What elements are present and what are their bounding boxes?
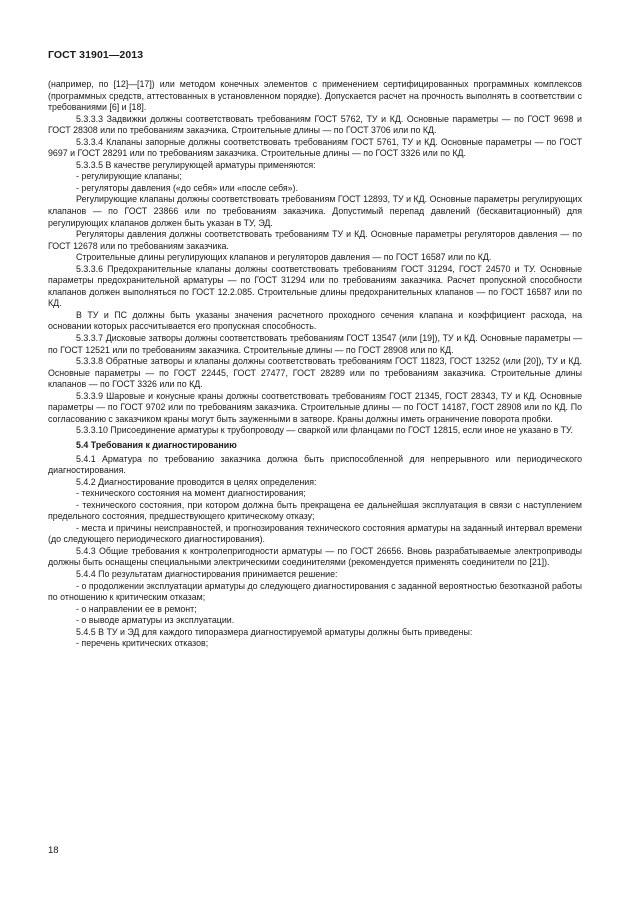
paragraph: Строительные длины регулирующих клапанов и регуляторов давления — по ГОСТ 16587 или по КД.	[76, 252, 492, 263]
paragraph: Регулирующие клапаны должны соответствовать требованиям ГОСТ 12893, ТУ и КД. Основные параметры регулирующих клапанов — по ГОСТ 23866 или по требованиям заказчика. Допустимый перепад давлений (бескавитационный) для регулирующих клапанов должен быть указан в ТУ, ЭД.	[48, 194, 582, 228]
paragraph: - перечень критических отказов;	[76, 638, 209, 649]
paragraph: 5.3.3.4 Клапаны запорные должны соответствовать требованиям ГОСТ 5761, ТУ и КД. Основные параметры — по ГОСТ 9697 и ГОСТ 28291 или по требованиям заказчика. Строительные длины — по ГОСТ 3326 или по КД.	[48, 136, 582, 159]
paragraph: 5.3.3.9 Шаровые и конусные краны должны соответствовать требованиям ГОСТ 21345, ГОСТ 28343, ТУ и КД. Основные параметры — по ГОСТ 9702 или по требованиям заказчика. Строительные длины — по ГОСТ 14187, ГОСТ 28908 или по КД. По согласованию с заказчиком краны могут быть зауженными в затворе. Краны должны иметь ограничение поворота пробки.	[48, 390, 582, 424]
paragraph: - регуляторы давления («до себя» или «после себя»).	[76, 182, 298, 193]
paragraph: В ТУ и ПС должны быть указаны значения расчетного проходного сечения клапана и коэффициент расхода, на основании которых рассчитывается его пропускная способность.	[48, 309, 582, 332]
paragraph: 5.3.3.7 Дисковые затворы должны соответствовать требованиям ГОСТ 13547 (или [19]), ТУ и КД. Основные параметры — по ГОСТ 12521 или по требованиям заказчика. Строительные длины — по ГОСТ 28908 или по КД.	[48, 333, 582, 355]
document-body	[48, 79, 582, 650]
paragraph: 5.3.3.5 В качестве регулирующей арматуры применяются:	[76, 159, 316, 170]
paragraph: - о продолжении эксплуатации арматуры до следующего диагностирования с заданной вероятностью безотказной работы по отношению к критическим отказам;	[48, 580, 582, 603]
paragraph: 5.4.1 Арматура по требованию заказчика должна быть приспособленной для непрерывного или периодического диагностирования.	[48, 453, 582, 476]
paragraph: 5.4.5 В ТУ и ЭД для каждого типоразмера диагностируемой арматуры должны быть приведены:	[76, 626, 473, 637]
paragraph: 5.4.4 По результатам диагностирования принимается решение:	[76, 568, 338, 579]
paragraph: - регулирующие клапаны;	[76, 171, 182, 182]
paragraph: - о выводе арматуры из эксплуатации.	[76, 615, 235, 626]
paragraph: - технического состояния, при котором должна быть прекращена ее дальнейшая эксплуатация в связи с наступлением предельного состояния, предшествующего критическому отказу;	[48, 499, 582, 522]
paragraph: 5.3.3.8 Обратные затворы и клапаны должны соответствовать требованиям ГОСТ 11823, ГОСТ 13252 (или [20]), ТУ и КД. Основные параметры — по ГОСТ 22445, ГОСТ 27477, ГОСТ 28289 или по требованиям заказчика. Строительные длины клапанов — по ГОСТ 3326 или по КД.	[48, 356, 582, 390]
paragraph: (например, по [12]—[17]) или методом конечных элементов с применением сертифицированных программных комплексов (программных средств, аттестованных в установленном порядке). Допускается расчет на прочность выполнять в соответствии с требованиями [6] и [18].	[48, 79, 582, 113]
paragraph: 5.3.3.10 Присоединение арматуры к трубопроводу — сваркой или фланцами по ГОСТ 12815, если иное не указано в ТУ.	[76, 425, 573, 436]
paragraph: - о направлении ее в ремонт;	[76, 603, 197, 614]
paragraph: Регуляторы давления должны соответствовать требованиям ТУ и КД. Основные параметры регуляторов давления — по ГОСТ 12678 или по требованиям заказчика.	[48, 229, 582, 251]
page-number: 18	[48, 845, 59, 856]
paragraph: 5.4.2 Диагностирование проводится в целях определения:	[76, 476, 317, 487]
paragraph: 5.3.3.6 Предохранительные клапаны должны соответствовать требованиям ГОСТ 31294, ГОСТ 24570 и ТУ. Основные параметры предохранительной арматуры — по ГОСТ 31294 или по требованиям заказчика. Расчет пропускной способности клапанов должен выполняться по ГОСТ 12.2.085. Строительные длины предохранительных клапанов — по ГОСТ 16587 или по КД.	[48, 263, 582, 309]
paragraph: 5.4.3 Общие требования к контролепригодности арматуры — по ГОСТ 26656. Вновь разрабатываемые электроприводы должны быть оснащены специальными электрическими соединителями (рекомендуется применять соединители по [21]).	[48, 545, 582, 568]
paragraph: 5.3.3.3 Задвижки должны соответствовать требованиям ГОСТ 5762, ТУ и КД. Основные параметры — по ГОСТ 9698 и ГОСТ 28308 или по требованиям заказчика. Строительные длины — по ГОСТ 3706 или по КД.	[48, 113, 582, 136]
document-code-header: ГОСТ 31901—2013	[48, 49, 144, 61]
paragraph: - места и причины неисправностей, и прогнозирования технического состояния арматуры на заданный интервал времени (до следующего периодического диагностирования).	[48, 522, 582, 545]
paragraph: - технического состояния на момент диагностирования;	[76, 488, 306, 499]
section-heading: 5.4 Требования к диагностированию	[76, 439, 237, 450]
